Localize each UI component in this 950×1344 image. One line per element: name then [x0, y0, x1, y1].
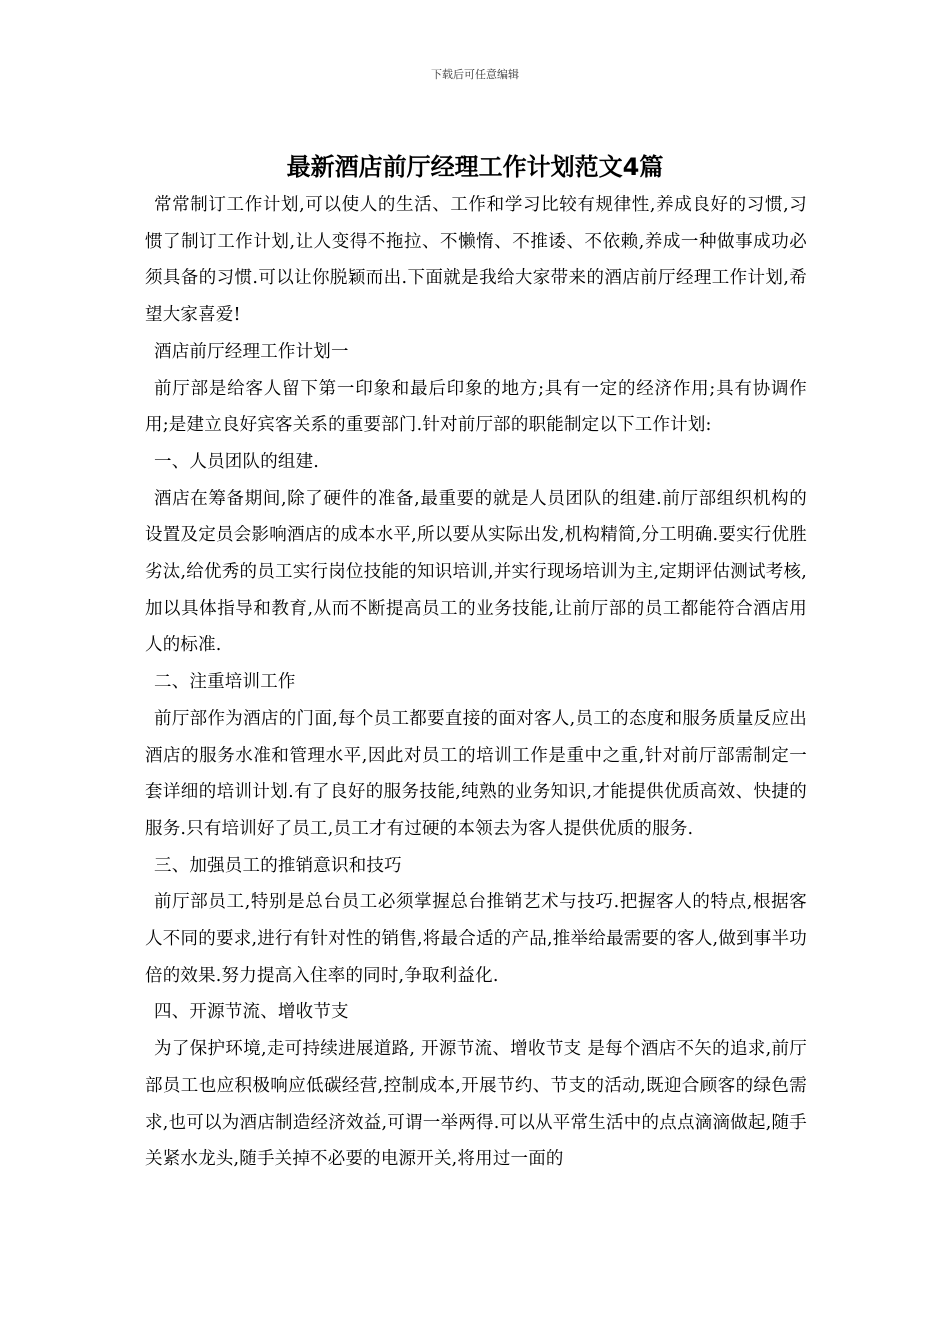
- paragraph-team: 酒店在筹备期间,除了硬件的准备,最重要的就是人员团队的组建.前厅部组织机构的设置及定员会影响酒店的成本水平,所以要从实际出发,机构精简,分工明确.要实行优胜劣汰,给优秀的员工实行岗位技能的知识培训,并实行现场培训为主,定期评估测试考核,加以具体指导和教育,从而不断提高员工的业务技能,让前厅部的员工都能符合酒店用人的标准.: [145, 488, 807, 656]
- document-title: 最新酒店前厅经理工作计划范文4篇: [286, 153, 664, 181]
- page-header-note: 下载后可任意编辑: [431, 68, 519, 81]
- document-body: [145, 168, 807, 1178]
- section-heading-cost: 四、开源节流、增收节支: [154, 1002, 349, 1023]
- paragraph-front-office-role: 前厅部是给客人留下第一印象和最后印象的地方;具有一定的经济作用;具有协调作用;是建立良好宾客关系的重要部门.针对前厅部的职能制定以下工作计划:: [145, 378, 807, 436]
- intro-paragraph: 常常制订工作计划,可以使人的生活、工作和学习比较有规律性,养成良好的习惯,习惯了制订工作计划,让人变得不拖拉、不懒惰、不推诿、不依赖,养成一种做事成功必须具备的习惯.可以让你脱颖而出.下面就是我给大家带来的酒店前厅经理工作计划,希望大家喜爱!: [145, 195, 807, 326]
- section-heading-team: 一、人员团队的组建.: [154, 451, 320, 472]
- paragraph-cost: 为了保护环境,走可持续进展道路, 开源节流、增收节支 是每个酒店不矢的追求,前厅部员工也应积极响应低碳经营,控制成本,开展节约、节支的活动,既迎合顾客的绿色需求,也可以为酒店制造经济效益,可谓一举两得.可以从平常生活中的点点滴滴做起,随手关紧水龙头,随手关掉不必要的电源开关,将用过一面的: [145, 1039, 807, 1170]
- paragraph-training: 前厅部作为酒店的门面,每个员工都要直接的面对客人,员工的态度和服务质量反应出酒店的服务水准和管理水平,因此对员工的培训工作是重中之重,针对前厅部需制定一套详细的培训计划.有了良好的服务技能,纯熟的业务知识,才能提供优质高效、快捷的服务.只有培训好了员工,员工才有过硬的本领去为客人提供优质的服务.: [145, 708, 807, 839]
- section-heading-sales: 三、加强员工的推销意识和技巧: [154, 855, 402, 876]
- section-heading-training: 二、注重培训工作: [154, 672, 296, 693]
- section-heading-plan-1: 酒店前厅经理工作计划一: [154, 341, 349, 362]
- paragraph-sales: 前厅部员工,特别是总台员工必须掌握总台推销艺术与技巧.把握客人的特点,根据客人不同的要求,进行有针对性的销售,将最合适的产品,推举给最需要的客人,做到事半功倍的效果.努力提高入住率的同时,争取利益化.: [145, 892, 807, 986]
